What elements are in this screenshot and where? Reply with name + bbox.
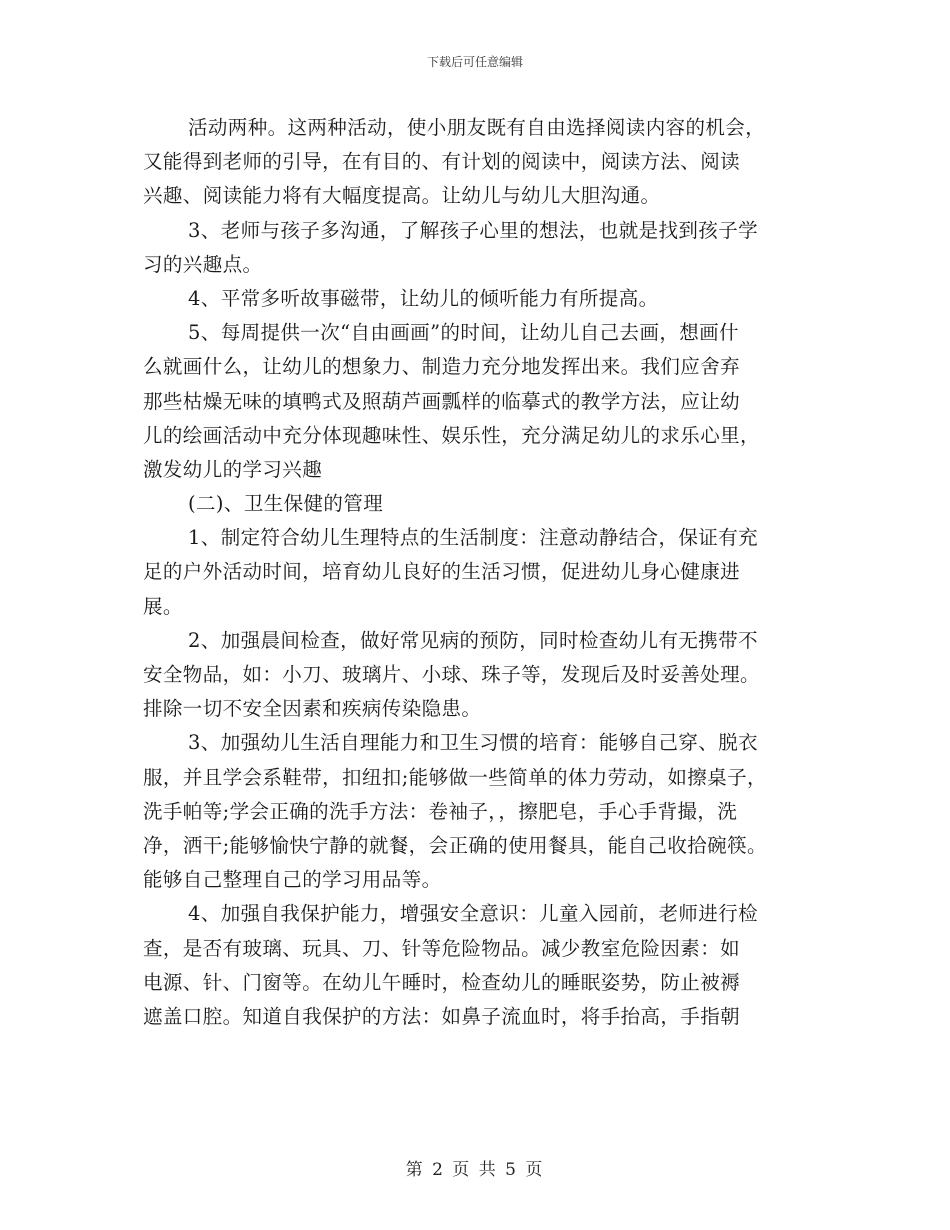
text-line: 那些枯燥无味的填鸭式及照葫芦画瓢样的临摹式的教学方法，应让幼 <box>143 389 741 413</box>
page-header-note: 下载后可任意编辑 <box>426 55 523 69</box>
text-line: 服，并且学会系鞋带，扣纽扣;能够做一些简单的体力劳动，如擦桌子， <box>143 765 767 789</box>
text-line: 3、老师与孩子多沟通，了解孩子心里的想法，也就是找到孩子学 <box>188 218 759 242</box>
text-line: 么就画什么，让幼儿的想象力、制造力充分地发挥出来。我们应舍弃 <box>143 355 741 379</box>
text-line: 习的兴趣点。 <box>143 252 263 276</box>
text-line: 1、制定符合幼儿生理特点的生活制度：注意动静结合，保证有充 <box>188 526 759 550</box>
text-line: 2、加强晨间检查，做好常见病的预防，同时检查幼儿有无携带不 <box>188 628 759 652</box>
text-line: 儿的绘画活动中充分体现趣味性、娱乐性，充分满足幼儿的求乐心里， <box>143 423 760 447</box>
text-line: 电源、针、门窗等。在幼儿午睡时，检查幼儿的睡眠姿势，防止被褥 <box>143 970 741 994</box>
text-line: 排除一切不安全因素和疾病传染隐患。 <box>143 697 482 721</box>
document-body <box>143 111 823 1034</box>
text-line: 遮盖口腔。知道自我保护的方法：如鼻子流血时，将手抬高，手指朝 <box>143 1004 741 1028</box>
text-line: 净，洒干;能够愉快宁静的就餐，会正确的使用餐具，能自己收拾碗筷。 <box>143 833 767 857</box>
text-line: 又能得到老师的引导，在有目的、有计划的阅读中，阅读方法、阅读 <box>143 150 741 174</box>
text-line: 4、加强自我保护能力，增强安全意识：儿童入园前，老师进行检 <box>188 902 759 926</box>
text-line: 5、每周提供一次“自由画画”的时间，让幼儿自己去画，想画什 <box>188 321 739 345</box>
text-line: 足的户外活动时间，培育幼儿良好的生活习惯，促进幼儿身心健康进 <box>143 560 741 584</box>
text-line: 能够自己整理自己的学习用品等。 <box>143 868 442 892</box>
text-line: 查，是否有玻璃、玩具、刀、针等危险物品。减少教室危险因素：如 <box>143 936 741 960</box>
text-line: 洗手帕等;学会正确的洗手方法：卷袖子，，擦肥皂，手心手背撮，洗 <box>143 799 738 823</box>
text-line: (二)、卫生保健的管理 <box>188 492 384 516</box>
page-number-footer: 第 2 页 共 5 页 <box>405 1160 545 1180</box>
text-line: 3、加强幼儿生活自理能力和卫生习惯的培育：能够自己穿、脱衣 <box>188 731 759 755</box>
text-line: 激发幼儿的学习兴趣 <box>143 457 323 481</box>
text-line: 展。 <box>143 594 183 618</box>
text-line: 安全物品，如：小刀、玻璃片、小球、珠子等，发现后及时妥善处理。 <box>143 663 760 686</box>
text-line: 活动两种。这两种活动，使小朋友既有自由选择阅读内容的机会， <box>188 116 766 139</box>
text-line: 4、平常多听故事磁带，让幼儿的倾听能力有所提高。 <box>188 286 659 310</box>
text-line: 兴趣、阅读能力将有大幅度提高。让幼儿与幼儿大胆沟通。 <box>143 184 661 208</box>
